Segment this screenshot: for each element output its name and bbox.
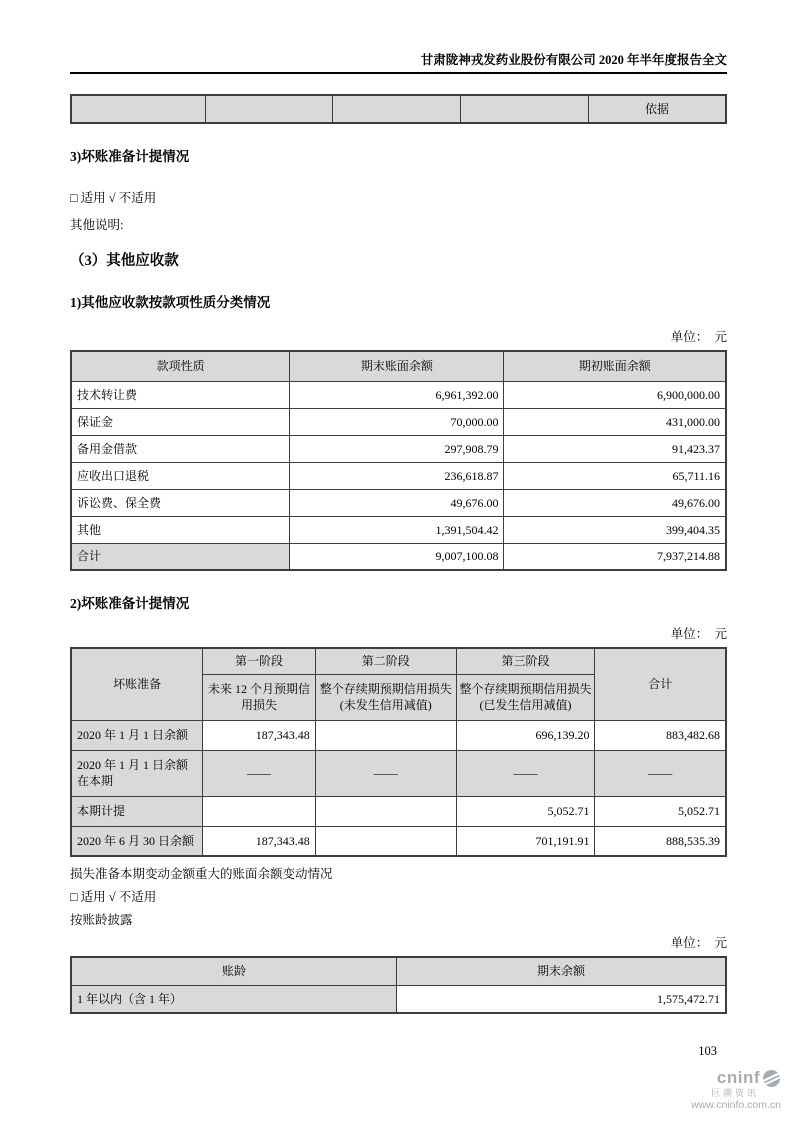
dash-cell: —— bbox=[315, 750, 456, 796]
total-header-cell: 合计 bbox=[595, 648, 726, 720]
report-header-title: 甘肃陇神戎发药业股份有限公司 2020 年半年度报告全文 bbox=[70, 0, 727, 74]
amount-cell: 883,482.68 bbox=[595, 720, 726, 750]
unit-label: 单位： 元 bbox=[670, 936, 727, 950]
column-header-nature: 款项性质 bbox=[71, 351, 290, 381]
amount-cell: 65,711.16 bbox=[504, 462, 726, 489]
amount-cell: 431,000.00 bbox=[504, 408, 726, 435]
amount-cell: 701,191.91 bbox=[456, 826, 595, 856]
table-row bbox=[71, 408, 726, 435]
subsection-heading-bad-debt-provision-2: 2)坏账准备计提情况 bbox=[70, 596, 190, 611]
applicability-line: □ 适用 √ 不适用 bbox=[70, 191, 157, 205]
amount-cell: 6,961,392.00 bbox=[290, 381, 504, 408]
classification-table bbox=[70, 350, 727, 571]
amount-cell: 888,535.39 bbox=[595, 826, 726, 856]
amount-cell: 5,052.71 bbox=[456, 796, 595, 826]
fragment-cell bbox=[333, 95, 461, 123]
column-header-ending-balance: 期末余额 bbox=[397, 957, 726, 985]
fragment-cell bbox=[461, 95, 589, 123]
amount-cell: 399,404.35 bbox=[504, 516, 726, 543]
table-header-row bbox=[71, 351, 726, 381]
cninfo-logo-url: www.cninfo.com.cn bbox=[691, 1099, 781, 1112]
amount-cell: 1,391,504.42 bbox=[290, 516, 504, 543]
row-label-cell: 保证金 bbox=[71, 408, 290, 435]
stage-description-cell bbox=[203, 674, 316, 720]
row-label-cell: 1 年以内（含 1 年） bbox=[71, 985, 397, 1013]
amount-cell: 49,676.00 bbox=[290, 489, 504, 516]
cninfo-logo bbox=[691, 1069, 781, 1112]
amount-cell: 236,618.87 bbox=[290, 462, 504, 489]
column-header-ending-balance: 期末账面余额 bbox=[290, 351, 504, 381]
stage-header-cell: 第二阶段 bbox=[315, 648, 456, 674]
stage-description-cell bbox=[456, 674, 595, 720]
stage-header-cell: 第三阶段 bbox=[456, 648, 595, 674]
table-row bbox=[71, 381, 726, 408]
dash-cell: —— bbox=[203, 750, 316, 796]
amount-cell: 187,343.48 bbox=[203, 826, 316, 856]
stage-description-cell bbox=[315, 674, 456, 720]
amount-cell: 187,343.48 bbox=[203, 720, 316, 750]
row-label-cell: 备用金借款 bbox=[71, 435, 290, 462]
fragment-cell-basis: 依据 bbox=[588, 95, 726, 123]
table-row bbox=[71, 720, 726, 750]
table-row bbox=[71, 750, 726, 796]
column-header-aging: 账龄 bbox=[71, 957, 397, 985]
amount-cell: 70,000.00 bbox=[290, 408, 504, 435]
fragment-cell bbox=[205, 95, 333, 123]
loss-change-note: 损失准备本期变动金额重大的账面余额变动情况 bbox=[70, 867, 333, 881]
amount-cell bbox=[315, 826, 456, 856]
dash-cell: —— bbox=[456, 750, 595, 796]
section-heading-other-receivables: （3）其他应收款 bbox=[70, 253, 179, 269]
dash-cell: —— bbox=[595, 750, 726, 796]
fragment-table bbox=[70, 94, 727, 124]
page-number: 103 bbox=[698, 1044, 717, 1058]
cninfo-logo-caption: 巨潮资讯 bbox=[710, 1087, 759, 1098]
amount-cell: 9,007,100.08 bbox=[290, 543, 504, 570]
row-label-cell: 应收出口退税 bbox=[71, 462, 290, 489]
stage-description-line1: 整个存续期预期信用损失 bbox=[319, 682, 452, 696]
column-header-beginning-balance: 期初账面余额 bbox=[504, 351, 726, 381]
aging-table bbox=[70, 956, 727, 1014]
row-label-cell: 技术转让费 bbox=[71, 381, 290, 408]
amount-cell: 1,575,472.71 bbox=[397, 985, 726, 1013]
table-row bbox=[71, 435, 726, 462]
row-label-cell: 诉讼费、保全费 bbox=[71, 489, 290, 516]
stage-description-line2: (已发生信用减值) bbox=[479, 698, 572, 712]
table-row bbox=[71, 826, 726, 856]
stage-description-line2: (未发生信用减值) bbox=[339, 698, 432, 712]
table-header-row bbox=[71, 957, 726, 985]
amount-cell: 5,052.71 bbox=[595, 796, 726, 826]
cninfo-logo-word: cninf bbox=[716, 1067, 760, 1087]
table-row bbox=[71, 516, 726, 543]
table-row bbox=[71, 489, 726, 516]
table-row bbox=[71, 796, 726, 826]
section-heading-bad-debt-provision-3: 3)坏账准备计提情况 bbox=[70, 149, 190, 164]
stage-description-line1: 未来 12 个月预期信用损失 bbox=[207, 682, 310, 712]
amount-cell: 297,908.79 bbox=[290, 435, 504, 462]
table-row bbox=[71, 95, 726, 123]
applicability-line: □ 适用 √ 不适用 bbox=[70, 890, 157, 904]
row-label-cell: 本期计提 bbox=[71, 796, 203, 826]
unit-label: 单位： 元 bbox=[670, 627, 727, 641]
table-row bbox=[71, 462, 726, 489]
row-label-cell: 2020 年 6 月 30 日余额 bbox=[71, 826, 203, 856]
cninfo-swirl-icon bbox=[762, 1069, 781, 1088]
amount-cell bbox=[203, 796, 316, 826]
stage-header-cell: 第一阶段 bbox=[203, 648, 316, 674]
amount-cell: 6,900,000.00 bbox=[504, 381, 726, 408]
total-label-cell: 合计 bbox=[71, 543, 290, 570]
row-label-cell: 其他 bbox=[71, 516, 290, 543]
table-header-row bbox=[71, 648, 726, 674]
amount-cell: 91,423.37 bbox=[504, 435, 726, 462]
corner-header-cell: 坏账准备 bbox=[71, 648, 203, 720]
amount-cell: 7,937,214.88 bbox=[504, 543, 726, 570]
amount-cell: 49,676.00 bbox=[504, 489, 726, 516]
row-label-cell: 2020 年 1 月 1 日余额在本期 bbox=[71, 750, 203, 796]
stage-description-line1: 整个存续期预期信用损失 bbox=[459, 682, 592, 696]
other-note: 其他说明: bbox=[70, 218, 124, 232]
fragment-cell bbox=[71, 95, 205, 123]
amount-cell bbox=[315, 796, 456, 826]
row-label-cell: 2020 年 1 月 1 日余额 bbox=[71, 720, 203, 750]
subsection-heading-classification: 1)其他应收款按款项性质分类情况 bbox=[70, 295, 271, 310]
aging-note: 按账龄披露 bbox=[70, 913, 133, 927]
unit-label: 单位： 元 bbox=[670, 330, 727, 344]
amount-cell: 696,139.20 bbox=[456, 720, 595, 750]
amount-cell bbox=[315, 720, 456, 750]
table-row bbox=[71, 985, 726, 1013]
bad-debt-stage-table bbox=[70, 647, 727, 857]
table-total-row bbox=[71, 543, 726, 570]
